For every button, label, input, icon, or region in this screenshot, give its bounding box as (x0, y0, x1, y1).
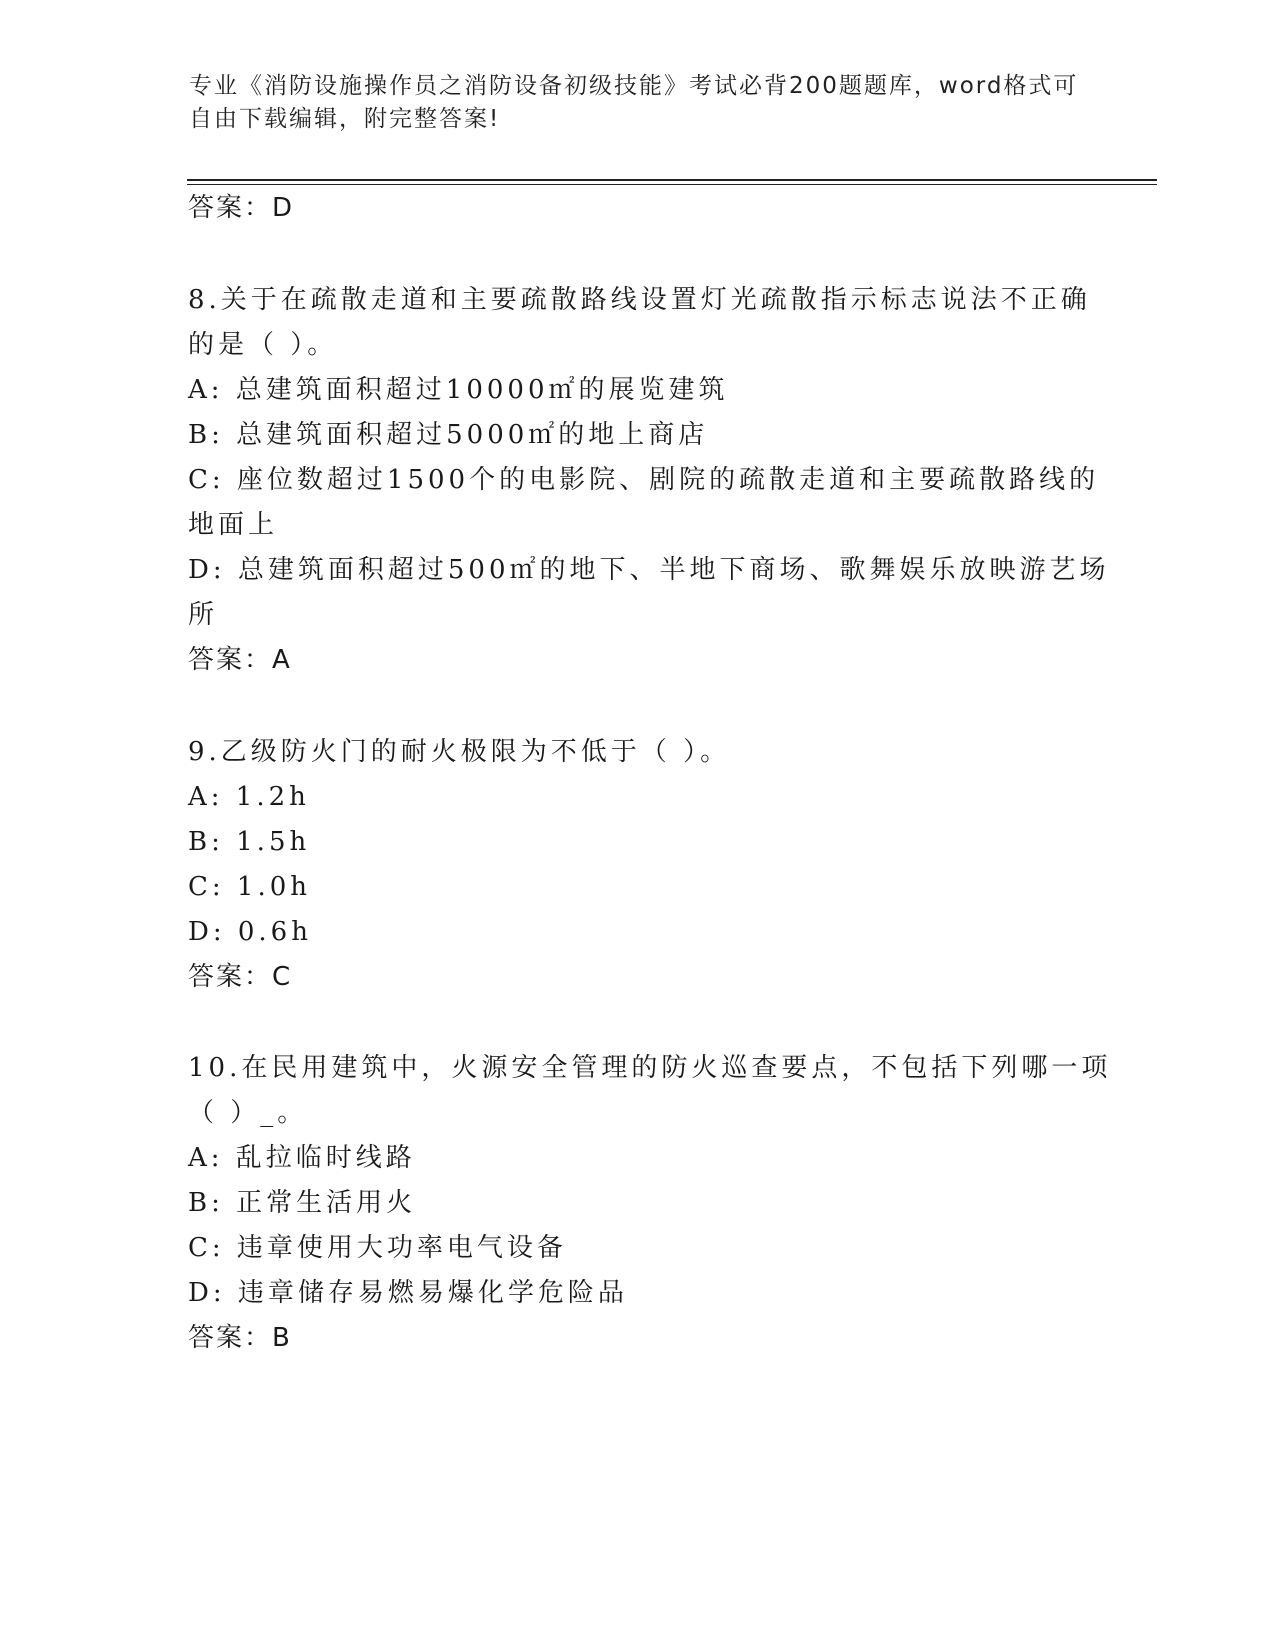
q8-option-b: B: 总建筑面积超过5000㎡的地上商店 (188, 420, 709, 450)
q9-option-a: A: 1.2h (188, 782, 310, 812)
q8-option-c-line-2: 地面上 (188, 510, 279, 540)
q10-option-d: D: 违章储存易燃易爆化学危险品 (188, 1278, 628, 1308)
q8-option-c-line-1: C: 座位数超过1500个的电影院、剧院的疏散走道和主要疏散路线的 (188, 465, 1100, 495)
header-line-2: 自由下载编辑，附完整答案! (189, 106, 501, 132)
q10-option-b: B: 正常生活用火 (188, 1188, 417, 1218)
page-header (189, 70, 1089, 136)
q9-option-b: B: 1.5h (188, 827, 311, 857)
q9-answer: 答案：C (188, 962, 293, 992)
q9-option-d: D: 0.6h (188, 917, 312, 947)
answer-prev: 答案：D (188, 193, 295, 223)
q10-answer: 答案：B (188, 1323, 292, 1353)
q10-option-c: C: 违章使用大功率电气设备 (188, 1233, 567, 1263)
q10-option-a: A: 乱拉临时线路 (188, 1143, 416, 1173)
q10-stem-line-2: （ ）_。 (188, 1098, 308, 1128)
q9-option-c: C: 1.0h (188, 872, 312, 902)
header-line-1: 专业《消防设施操作员之消防设备初级技能》考试必背200题题库，word格式可 (189, 73, 1079, 99)
header-divider (187, 179, 1157, 185)
q8-option-d-line-1: D: 总建筑面积超过500㎡的地下、半地下商场、歌舞娱乐放映游艺场 (188, 555, 1110, 585)
q9-stem: 9.乙级防火门的耐火极限为不低于（ ）。 (188, 737, 731, 767)
q8-stem-line-2: 的是（ ）。 (188, 330, 338, 360)
q8-answer: 答案：A (188, 645, 292, 675)
q8-option-a: A: 总建筑面积超过10000㎡的展览建筑 (188, 375, 729, 405)
q10-stem-line-1: 10.在民用建筑中，火源安全管理的防火巡查要点，不包括下列哪一项 (188, 1053, 1112, 1083)
q8-stem-line-1: 8.关于在疏散走道和主要疏散路线设置灯光疏散指示标志说法不正确 (188, 285, 1091, 315)
q8-option-d-line-2: 所 (188, 600, 219, 630)
